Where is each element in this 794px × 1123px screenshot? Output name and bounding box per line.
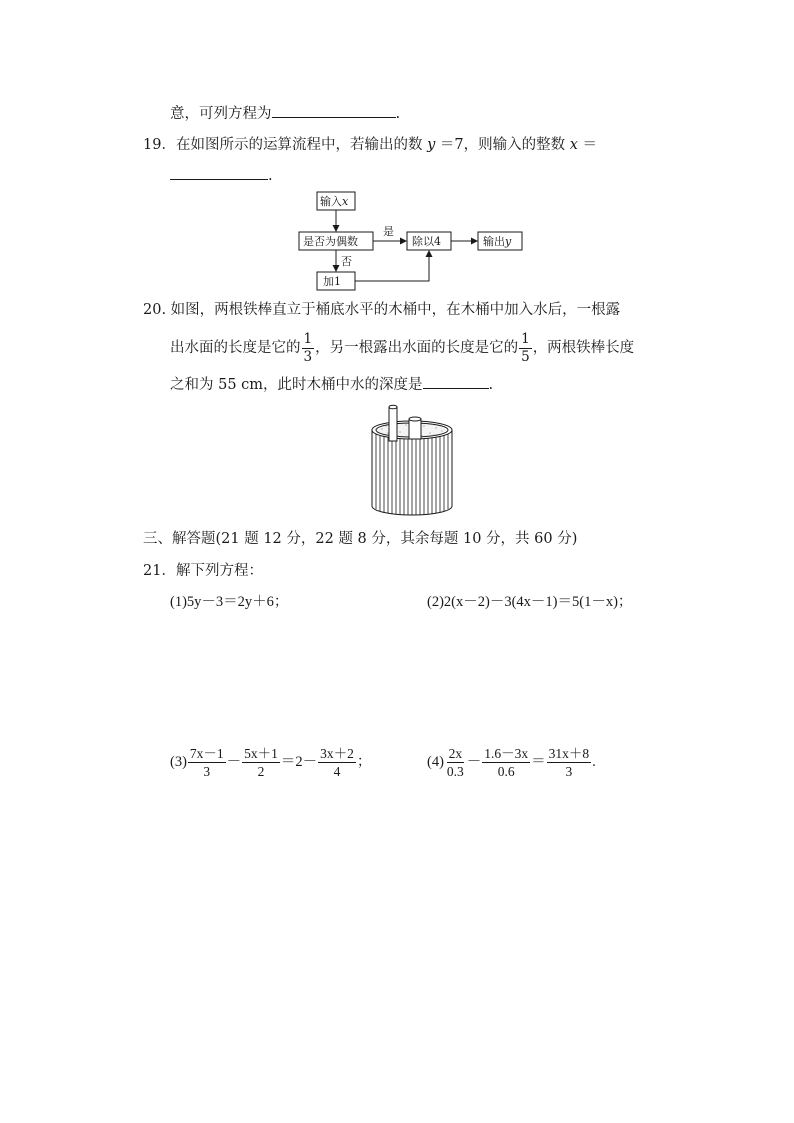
yes-label: 是 [383, 225, 394, 238]
divide-label: 除以4 [412, 235, 441, 248]
q20-text-2c: ，两根铁棒长度 [532, 340, 635, 356]
operation-flowchart [290, 188, 530, 296]
q21-title: 21．解下列方程： [143, 563, 263, 579]
q20-number: 20. [143, 302, 167, 318]
part3-equals: ＝2－ [280, 754, 318, 770]
add-label: 加1 [323, 275, 341, 288]
part4-label: (4) [427, 754, 444, 770]
q18-period: . [395, 106, 401, 122]
part3-minus: － [226, 754, 242, 770]
q19-number: 19． [143, 137, 176, 153]
q20-period: . [488, 377, 494, 393]
q18-tail [170, 103, 400, 124]
part4-minus: － [466, 754, 482, 770]
section3-title: 三、解答题(21 题 12 分，22 题 8 分，其余每题 10 分，共 60 分) [143, 531, 578, 547]
q19-period: . [268, 168, 273, 184]
q19-y-var: y [427, 137, 436, 153]
q20-text-2b: ，另一根露出水面的长度是它的 [315, 340, 519, 356]
part4-equals: ＝ [531, 754, 546, 770]
q18-text: 意，可列方程为 [170, 106, 272, 122]
q21-part2 [427, 592, 632, 612]
part1-equation: 5y－3＝2y＋6； [186, 594, 289, 610]
q20-text-2a: 出水面的长度是它的 [170, 340, 301, 356]
part2-equation: 2(x－2)－3(4x－1)＝5(1－x)； [443, 594, 633, 610]
q20-text-3: 之和为 55 cm，此时木桶中水的深度是 [170, 377, 423, 393]
no-label: 否 [341, 255, 352, 268]
iron-rod-tall [389, 407, 397, 441]
arrow-add-to-divide [355, 251, 429, 281]
q19-text-c: ＝ [582, 137, 598, 153]
part3-fraction-3: $\frac{3x+2}{4}$ [320, 746, 354, 780]
rod-tall-top [389, 405, 397, 409]
fraction-one-third: $\frac{1}{3}$ [303, 330, 313, 365]
part4-end: . [592, 754, 596, 770]
q19-line1 [143, 135, 597, 155]
q19-answer-blank[interactable] [170, 165, 268, 180]
part3-end: ； [356, 754, 372, 770]
barrel-illustration [364, 403, 460, 519]
q19-x-var: x [569, 137, 578, 153]
part1-label: (1) [170, 594, 187, 610]
q19-text-b: ＝7，则输入的整数 [439, 137, 566, 153]
q19-line2 [170, 165, 273, 186]
q20-answer-blank[interactable] [423, 374, 489, 389]
q20-text-1: 如图，两根铁棒直立于桶底水平的木桶中，在木桶中加入水后，一根露 [170, 302, 621, 318]
part4-fraction-2: $\frac{1.6-3x}{0.6}$ [484, 746, 529, 780]
q21-part4 [427, 742, 596, 782]
q21-part1 [170, 592, 288, 612]
q20-line3 [170, 374, 493, 395]
q20-line1 [143, 300, 620, 320]
part3-fraction-1: $\frac{7x-1}{3}$ [189, 746, 224, 780]
part2-label: (2) [427, 594, 444, 610]
input-label: 输入x [320, 195, 349, 208]
q19-text-a: 在如图所示的运算流程中，若输出的数 [175, 137, 423, 153]
fraction-one-fifth: $\frac{1}{5}$ [521, 330, 530, 365]
q18-answer-blank[interactable] [272, 103, 396, 118]
part4-fraction-3: $\frac{31x+8}{3}$ [548, 746, 590, 780]
part3-label: (3) [170, 754, 187, 770]
q21-part3 [170, 742, 371, 782]
q20-line2 [170, 330, 634, 366]
rod-short-top [409, 417, 421, 421]
decision-label: 是否为偶数 [303, 235, 358, 248]
output-label: 输出y [483, 235, 512, 248]
part4-fraction-1: $\frac{2x}{0.3}$ [446, 746, 464, 780]
part3-fraction-2: $\frac{5x+1}{2}$ [244, 746, 278, 780]
iron-rod-short [409, 419, 421, 439]
